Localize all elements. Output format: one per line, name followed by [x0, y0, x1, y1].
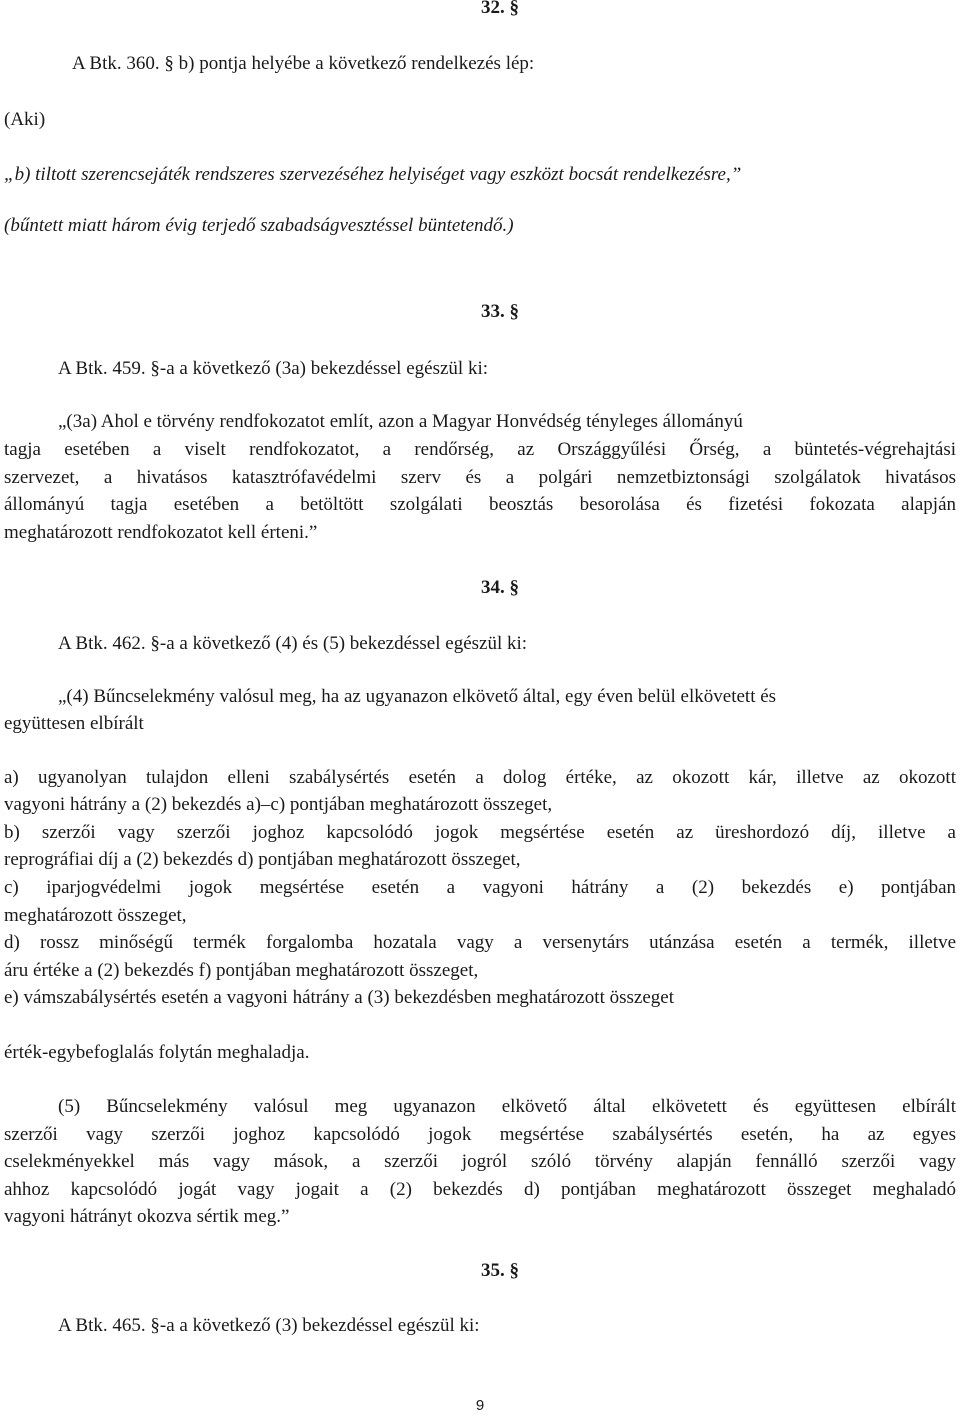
text-line: érték-egybefoglalás folytán meghaladja. [4, 1042, 310, 1063]
text-line: reprográfiai díj a (2) bekezdés d) pontjában meghatározott összeget, [4, 849, 521, 870]
text-line: „b) tiltott szerencsejáték rendszeres szervezéséhez helyiséget vagy eszközt bocsát rendelkezésre,” [4, 164, 742, 185]
text-line: áru értéke a (2) bekezdés f) pontjában meghatározott összeget, [4, 960, 479, 981]
text-line: együttesen elbírált [4, 713, 144, 734]
list-item: a) ugyanolyan tulajdon elleni szabálysértés esetén a dolog értéke, az okozott kár, illetve az okozott [4, 767, 956, 788]
text-line: állományú tagja esetében a betöltött szolgálati beosztás besorolása és fizetési fokozata alapján [4, 494, 956, 515]
text-line: szerzői vagy szerzői joghoz kapcsolódó jogok megsértése szabálysértés esetén, ha az egyes [4, 1124, 956, 1145]
list-item: e) vámszabálysértés esetén a vagyoni hátrány a (3) bekezdésben meghatározott összeget [4, 987, 674, 1008]
section-heading-35: 35. § [481, 1260, 519, 1281]
section-heading-33: 33. § [481, 301, 519, 322]
text-line: meghatározott rendfokozatot kell érteni.” [4, 522, 318, 543]
section-heading-34: 34. § [481, 577, 519, 598]
section-intro-35: A Btk. 465. §-a a következő (3) bekezdéssel egészül ki: [58, 1315, 480, 1336]
text-line: (5) Bűncselekmény valósul meg ugyanazon elkövető által elkövetett és együttesen elbírált [58, 1096, 956, 1117]
text-line: (Aki) [4, 109, 46, 130]
text-line: vagyoni hátrány a (2) bekezdés a)–c) pontjában meghatározott összeget, [4, 794, 553, 815]
text-line: meghatározott összeget, [4, 905, 187, 926]
page-number: 9 [475, 1397, 485, 1414]
list-item: d) rossz minőségű termék forgalomba hozatala vagy a versenytárs utánzása esetén a termék, illetve [4, 932, 956, 953]
section-heading-32: 32. § [481, 0, 519, 18]
section-intro-34: A Btk. 462. §-a a következő (4) és (5) bekezdéssel egészül ki: [58, 633, 528, 654]
text-line: „(4) Bűncselekmény valósul meg, ha az ugyanazon elkövető által, egy éven belül elkövetett és [58, 686, 777, 707]
text-line: cselekményekkel más vagy mások, a szerzői jogról szóló törvény alapján fennálló szerzői vagy [4, 1151, 956, 1172]
text-line: ahhoz kapcsolódó jogát vagy jogait a (2) bekezdés d) pontjában meghatározott összeget meghaladó [4, 1179, 956, 1200]
list-item: c) iparjogvédelmi jogok megsértése esetén a vagyoni hátrány a (2) bekezdés e) pontjában [4, 877, 956, 898]
text-line: tagja esetében a viselt rendfokozatot, a rendőrség, az Országgyűlési Őrség, a büntetés-végrehajtási [4, 439, 956, 460]
text-line: szervezet, a hivatásos katasztrófavédelmi szerv és a polgári nemzetbiztonsági szolgálatok hivatásos [4, 467, 956, 488]
text-line: vagyoni hátrányt okozva sértik meg.” [4, 1206, 290, 1227]
section-intro-32: A Btk. 360. § b) pontja helyébe a következő rendelkezés lép: [72, 53, 535, 74]
text-line: „(3a) Ahol e törvény rendfokozatot említ, azon a Magyar Honvédség tényleges állományú [58, 411, 743, 432]
section-intro-33: A Btk. 459. §-a a következő (3a) bekezdéssel egészül ki: [58, 358, 488, 379]
list-item: b) szerzői vagy szerzői joghoz kapcsolódó jogok megsértése esetén az üreshordozó díj, illetve a [4, 822, 956, 843]
text-line: (bűntett miatt három évig terjedő szabadságvesztéssel büntetendő.) [4, 215, 514, 236]
